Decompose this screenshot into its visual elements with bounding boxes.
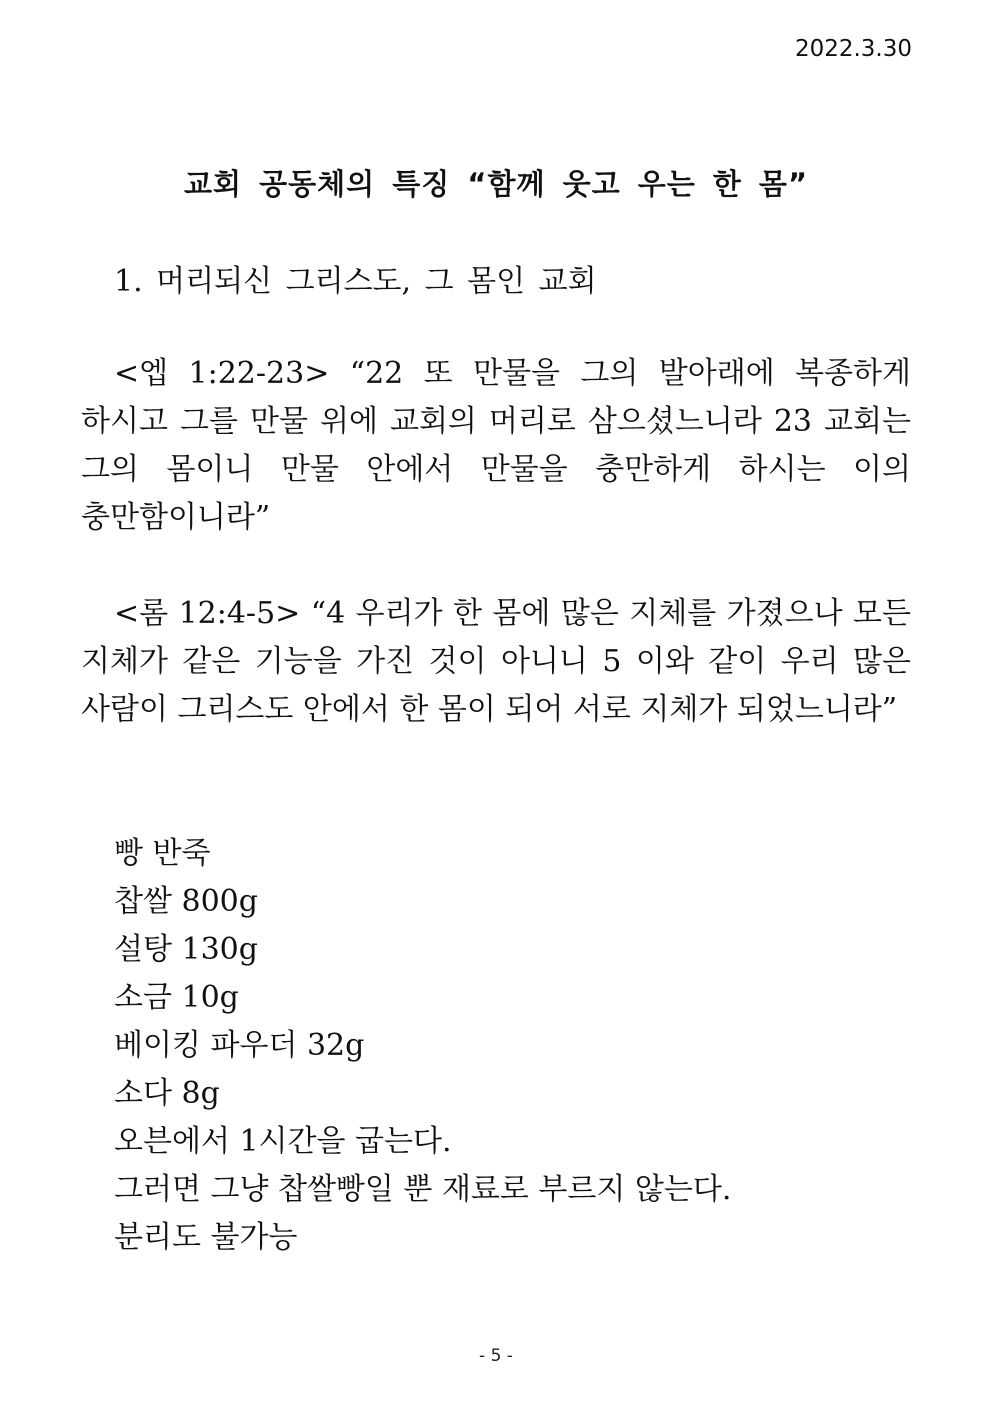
list-item: 설탕 130g	[114, 932, 258, 967]
list-item: 베이킹 파우더 32g	[114, 1028, 365, 1063]
recipe-list	[114, 830, 731, 1262]
document-title: 교회 공동체의 특징 “함께 웃고 우는 한 몸”	[183, 167, 809, 201]
list-item: 소다 8g	[114, 1076, 220, 1111]
list-item: 찹쌀 800g	[114, 884, 258, 919]
scripture-paragraph-romans: <롬 12:4-5> “4 우리가 한 몸에 많은 지체를 가졌으나 모든 지체가 같은 기능을 가진 것이 아니니 5 이와 같이 우리 많은 사람이 그리스도 안에서 한 몸이 되어 서로 지체가 되었느니라”	[81, 596, 911, 727]
list-item: 그러면 그냥 찹쌀빵일 뿐 재료로 부르지 않는다.	[114, 1172, 732, 1207]
list-item: 소금 10g	[114, 980, 239, 1015]
document-date: 2022.3.30	[794, 36, 912, 62]
list-item: 빵 반죽	[114, 836, 211, 871]
list-item: 오븐에서 1시간을 굽는다.	[114, 1124, 452, 1159]
scripture-paragraph-ephesians: <엡 1:22-23> “22 또 만물을 그의 발아래에 복종하게 하시고 그를 만물 위에 교회의 머리로 삼으셨느니라 23 교회는 그의 몸이니 만물 안에서 만물을 충만하게 하시는 이의 충만함이니라”	[81, 356, 911, 535]
section-heading: 1. 머리되신 그리스도, 그 몸인 교회	[114, 264, 597, 299]
list-item: 분리도 불가능	[114, 1220, 298, 1255]
page-number: - 5 -	[479, 1346, 513, 1366]
